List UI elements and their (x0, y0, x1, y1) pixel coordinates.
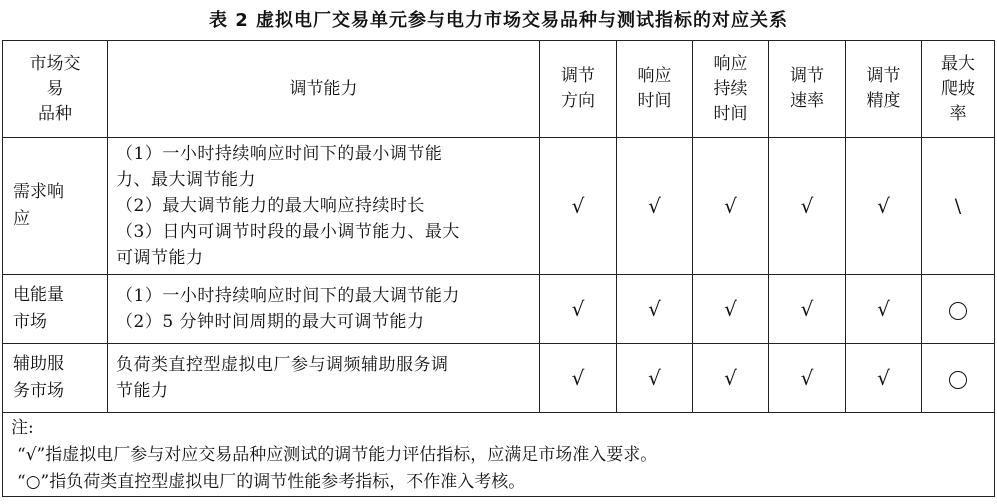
capability-line: 可调节能力 (116, 248, 204, 268)
capability-line: （1）一小时持续响应时间下的最小调节能 (116, 144, 443, 164)
header-row (3, 41, 995, 138)
header-line: 最大 (941, 53, 975, 74)
header-metric-ramp (922, 41, 995, 138)
header-capability: 调节能力 (108, 41, 540, 138)
check-mark: √ (769, 344, 846, 413)
category-line: 务市场 (13, 381, 64, 401)
header-category-line: 市场交 (29, 53, 81, 74)
table-row (3, 275, 995, 344)
header-category (3, 41, 108, 138)
note-row (3, 413, 995, 497)
reference-circle-mark (922, 275, 995, 344)
check-mark: √ (540, 344, 617, 413)
capability-line: 力、最大调节能力 (116, 170, 256, 190)
table-note (3, 413, 995, 497)
header-metric-response-duration (693, 41, 769, 138)
row-capability (108, 275, 540, 344)
capability-line: 负荷类直控型虚拟电厂参与调频辅助服务调 (116, 355, 449, 375)
check-mark: √ (540, 138, 617, 275)
row-category (3, 138, 108, 275)
header-line: 时间 (713, 103, 748, 124)
category-line: 电能量 (13, 285, 64, 305)
capability-line: （1）一小时持续响应时间下的最大调节能力 (116, 286, 460, 306)
not-applicable-mark: \ (922, 138, 995, 275)
category-line: 应 (13, 209, 30, 229)
header-line: 爬坡 (941, 78, 975, 99)
circle-icon (949, 302, 967, 320)
header-category-line: 品种 (38, 103, 72, 124)
header-line: 时间 (637, 91, 672, 111)
header-metric-response-time (617, 41, 693, 138)
check-mark: √ (617, 344, 693, 413)
capability-line: （3）日内可调节时段的最小调节能力、最大 (116, 222, 460, 242)
row-category (3, 275, 108, 344)
capability-line: （2）5 分钟时间周期的最大可调节能力 (116, 312, 425, 332)
header-line: 调节 (790, 66, 824, 86)
header-line: 持续 (713, 78, 748, 99)
check-mark: √ (617, 275, 693, 344)
reference-circle-mark (922, 344, 995, 413)
check-mark: √ (846, 138, 922, 275)
header-metric-rate (769, 41, 846, 138)
header-line: 率 (949, 103, 967, 124)
header-line: 响应 (637, 66, 672, 86)
check-mark: √ (846, 275, 922, 344)
header-metric-direction (540, 41, 617, 138)
row-capability (108, 344, 540, 413)
check-mark: √ (693, 138, 769, 275)
header-line: 精度 (866, 91, 901, 111)
header-category-line: 易 (46, 78, 64, 99)
header-line: 响应 (713, 53, 748, 74)
check-mark: √ (693, 344, 769, 413)
check-mark: √ (769, 138, 846, 275)
table-row (3, 344, 995, 413)
table-row (3, 138, 995, 275)
header-line: 调节 (561, 66, 595, 86)
table-title: 表 2 虚拟电厂交易单元参与电力市场交易品种与测试指标的对应关系 (208, 10, 789, 31)
check-mark: √ (693, 275, 769, 344)
header-line: 调节 (866, 66, 901, 86)
category-line: 需求响 (13, 182, 64, 202)
note-line: “○”指负荷类直控型虚拟电厂的调节性能参考指标，不作准入考核。 (17, 472, 526, 492)
note-label: 注: (11, 418, 34, 438)
capability-line: （2）最大调节能力的最大响应持续时长 (116, 196, 425, 216)
header-line: 速率 (790, 91, 824, 111)
circle-icon (949, 371, 967, 389)
note-line: “√”指虚拟电厂参与对应交易品种应测试的调节能力评估指标，应满足市场准入要求。 (17, 445, 658, 465)
check-mark: √ (540, 275, 617, 344)
row-category (3, 344, 108, 413)
capability-line: 节能力 (116, 381, 169, 401)
category-line: 辅助服 (13, 354, 64, 374)
check-mark: √ (769, 275, 846, 344)
check-mark: √ (617, 138, 693, 275)
row-capability (108, 138, 540, 275)
mapping-table (2, 40, 995, 497)
header-metric-precision (846, 41, 922, 138)
category-line: 市场 (13, 312, 47, 332)
header-line: 方向 (561, 91, 595, 111)
check-mark: √ (846, 344, 922, 413)
